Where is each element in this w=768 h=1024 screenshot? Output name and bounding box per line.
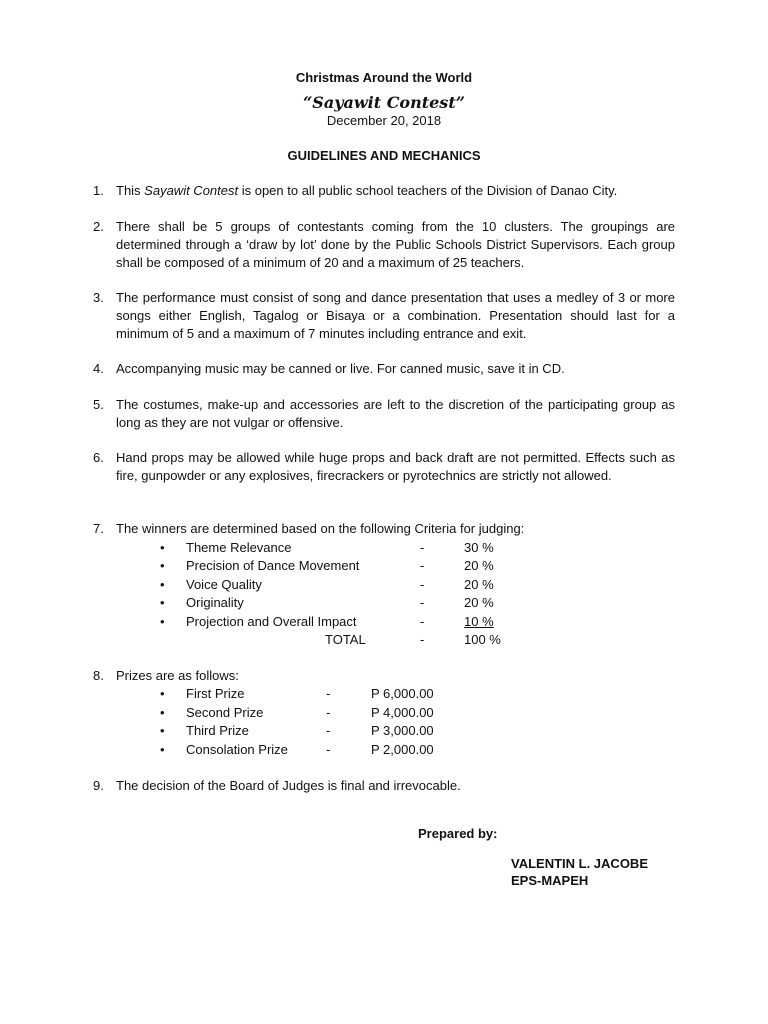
item-text: The winners are determined based on the following Criteria for judging: [116,521,525,536]
criteria-row [0,557,768,575]
prize-amount: P 3,000.00 [371,723,434,738]
guideline-item-8 [93,667,675,685]
prize-amount: P 2,000.00 [371,742,434,757]
prize-dash: - [326,723,331,738]
prize-dash: - [326,705,331,720]
item-number: 9. [93,778,104,793]
item-number: 6. [93,450,104,465]
guideline-item-7 [93,520,675,538]
item-number: 4. [93,361,104,376]
item-number: 5. [93,397,104,412]
criteria-value: 20 % [464,595,494,610]
criteria-row [0,613,768,631]
bullet-icon: • [160,705,165,720]
guideline-item-3 [93,289,675,343]
guideline-item-6 [93,449,675,485]
item-text: Hand props may be allowed while huge props and back draft are not permitted. Effects such as fire, gunpowder or any explosives, firecrackers or pyrotechnics are strictly not allowed. [116,450,675,483]
bullet-icon: • [160,686,165,701]
section-heading: GUIDELINES AND MECHANICS [287,148,481,163]
bullet-icon: • [160,577,165,592]
criteria-value: 20 % [464,558,494,573]
criteria-value: 20 % [464,577,494,592]
item-number: 8. [93,668,104,683]
signatory-name: VALENTIN L. JACOBE [511,856,648,871]
total-label: TOTAL [325,632,366,647]
prize-label: Second Prize [186,705,264,720]
prize-label: Third Prize [186,723,249,738]
criteria-value: 10 % [464,614,494,629]
criteria-row [0,594,768,612]
guideline-item-1 [93,182,675,200]
event-title: Christmas Around the World [295,70,473,85]
total-value: 100 % [464,632,501,647]
bullet-icon: • [160,723,165,738]
criteria-dash: - [420,577,425,592]
prize-row [0,741,768,759]
criteria-row [0,539,768,557]
bullet-icon: • [160,540,165,555]
prize-amount: P 4,000.00 [371,705,434,720]
guideline-item-4 [93,360,675,378]
item-text-emphasis: Sayawit Contest [144,183,239,198]
item-text: The costumes, make-up and accessories are left to the discretion of the participating group as long as they are not vulgar or offensive. [116,397,675,430]
total-dash: - [420,632,425,647]
bullet-icon: • [160,614,165,629]
item-text: The decision of the Board of Judges is final and irrevocable. [116,778,461,793]
signatory-position: EPS-MAPEH [511,873,589,888]
guideline-item-2 [93,218,675,272]
criteria-dash: - [420,558,425,573]
item-text [116,182,675,200]
guideline-item-5 [93,396,675,432]
item-number: 2. [93,219,104,234]
prize-label: Consolation Prize [186,742,288,757]
prize-row [0,685,768,703]
prize-dash: - [326,686,331,701]
prize-row [0,722,768,740]
item-text: Accompanying music may be canned or live. For canned music, save it in CD. [116,361,565,376]
criteria-value: 30 % [464,540,494,555]
bullet-icon: • [160,558,165,573]
criteria-dash: - [420,595,425,610]
contest-title: “Sayawit Contest” [303,93,465,112]
bullet-icon: • [160,742,165,757]
criteria-dash: - [420,614,425,629]
criteria-label: Originality [186,595,244,610]
prize-row [0,704,768,722]
bullet-icon: • [160,595,165,610]
item-text: The performance must consist of song and dance presentation that uses a medley of 3 or more songs either English, Tagalog or Bisaya or a combination. Presentation should last for a minimum of 5 and a maximum of 7 minutes including entrance and exit. [116,290,675,341]
prize-label: First Prize [186,686,245,701]
item-text-pre: This [116,183,145,198]
item-number: 1. [93,183,104,198]
item-number: 7. [93,521,104,536]
prize-amount: P 6,000.00 [371,686,434,701]
event-date: December 20, 2018 [326,113,442,128]
item-number: 3. [93,290,104,305]
criteria-dash: - [420,540,425,555]
guideline-item-9 [93,777,675,795]
criteria-label: Voice Quality [186,577,262,592]
criteria-label: Precision of Dance Movement [186,558,360,573]
prize-dash: - [326,742,331,757]
prepared-by-label: Prepared by: [418,826,498,841]
criteria-label: Theme Relevance [186,540,292,555]
item-text: There shall be 5 groups of contestants coming from the 10 clusters. The groupings are determined through a ‘draw by lot’ done by the Public Schools District Supervisors. Each group shall be composed of a minimum of 20 and a maximum of 25 teachers. [116,219,675,270]
criteria-label: Projection and Overall Impact [186,614,357,629]
criteria-row [0,576,768,594]
item-text-post: is open to all public school teachers of the Division of Danao City. [238,183,618,198]
item-text: Prizes are as follows: [116,668,239,683]
criteria-total-row [0,631,768,649]
